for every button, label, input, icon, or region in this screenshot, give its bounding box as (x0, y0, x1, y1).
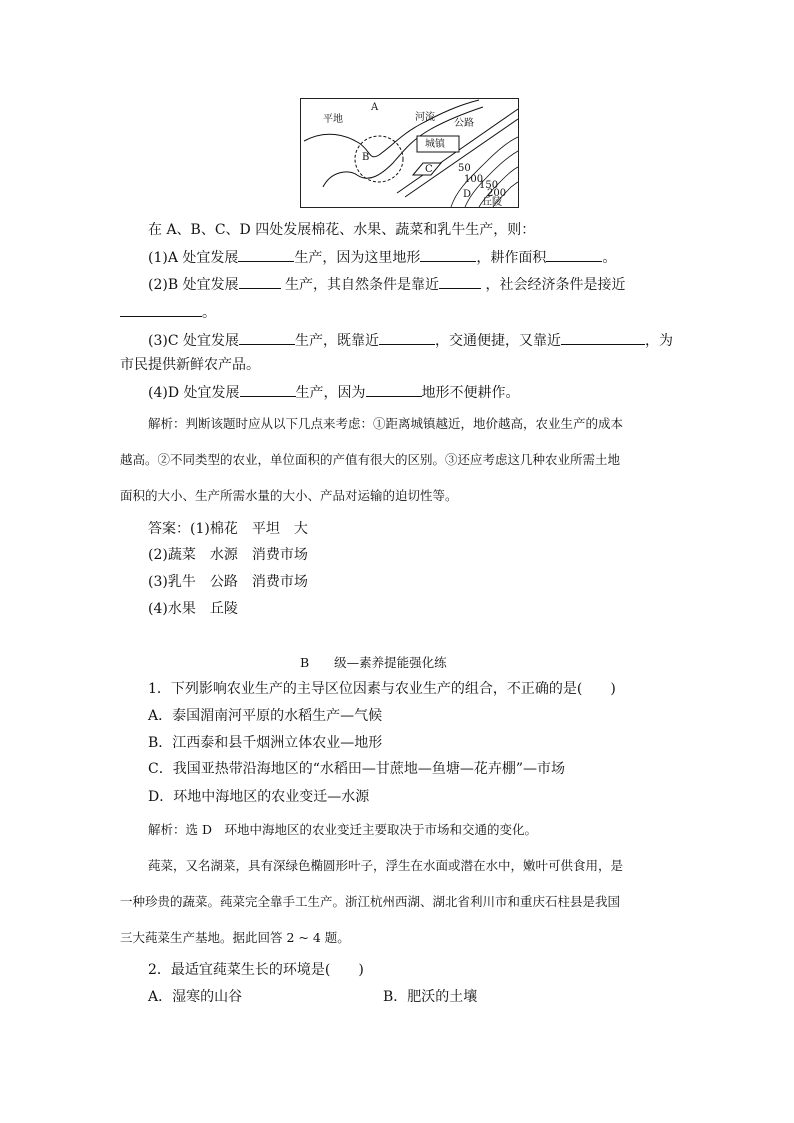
q1-blank-3 (546, 248, 602, 262)
answer-1: 答案：(1)棉花 平坦 大 (148, 521, 308, 537)
q2-part-d: 。 (202, 305, 216, 321)
q3-part-b: 生产，既靠近 (295, 333, 379, 349)
q2-blank-3 (120, 303, 202, 317)
map-label-hills: 丘陵 (482, 197, 502, 208)
q2-blank-2 (439, 275, 481, 289)
map-label-road: 公路 (454, 118, 474, 129)
road-line-2 (405, 119, 518, 197)
q4-blank-2 (366, 383, 422, 397)
analysis-1-line-3: 面积的大小、生产所需水量的大小、产品对运输的迫切性等。 (120, 488, 458, 503)
q1-blank-2 (420, 248, 476, 262)
analysis-1-line-2: 越高。②不同类型的农业，单位面积的产值有很大的区别。③还应考虑这几种农业所需土地 (120, 452, 621, 467)
q3-blank-3 (561, 331, 645, 345)
q1-part-d: 。 (602, 250, 617, 266)
question-stem: 在 A、B、C、D 四处发展棉花、水果、蔬菜和乳牛生产，则： (148, 222, 536, 238)
q1-part-c: ，耕作面积 (476, 250, 547, 266)
passage-line-1: 莼菜，又名湖菜，具有深绿色椭圆形叶子，浮生在水面或潜在水中，嫩叶可供食用，是 (148, 858, 624, 873)
section-b-question-2: 2．最适宜莼菜生长的环境是( ) (148, 962, 364, 978)
question-3-continued: 市民提供新鲜农产品。 (120, 357, 260, 373)
q2-part-a: (2)B 处宜发展 (148, 277, 239, 293)
q3-blank-2 (379, 331, 435, 345)
map-label-a: A (371, 102, 379, 113)
answer-3: (3)乳牛 公路 消费市场 (148, 574, 308, 590)
question-4 (148, 383, 520, 402)
q4-part-c: 地形不便耕作。 (421, 385, 520, 401)
map-label-contour-200: 200 (487, 188, 507, 199)
map-label-b: B (362, 152, 370, 163)
q1-blank-1 (238, 248, 294, 262)
section-b-title: B 级—素养提能强化练 (300, 655, 447, 670)
answer-4: (4)水果 丘陵 (148, 601, 238, 617)
q4-blank-1 (240, 383, 296, 397)
q1-part-a: (1)A 处宜发展 (148, 250, 239, 266)
question-2-continued (120, 303, 216, 322)
q2-part-c: ，社会经济条件是接近 (481, 277, 626, 293)
q3-part-a: (3)C 处宜发展 (148, 333, 239, 349)
q4-part-b: 生产，因为 (295, 385, 366, 401)
answer-2: (2)蔬菜 水源 消费市场 (148, 547, 308, 563)
section-b-option-a: A．泰国湄南河平原的水稻生产—气候 (148, 708, 383, 724)
q3-blank-1 (239, 331, 295, 345)
map-label-contour-100: 100 (464, 174, 484, 185)
question-2 (148, 275, 625, 294)
map-figure (300, 98, 519, 208)
q2-blank-1 (239, 275, 281, 289)
analysis-1-line-1: 解析：判断该题时应从以下几点来考虑：①距离城镇越近，地价越高，农业生产的成本 (148, 416, 624, 431)
question-1 (148, 248, 616, 267)
q2-part-b: 生产，其自然条件是靠近 (280, 277, 440, 293)
q1-part-b: 生产，因为这里地形 (294, 250, 421, 266)
passage-line-3: 三大莼菜生产基地。据此回答 2 ~ 4 题。 (120, 930, 350, 945)
q4-part-a: (4)D 处宜发展 (148, 385, 240, 401)
map-label-river: 河流 (415, 112, 435, 123)
map-label-d: D (463, 189, 472, 200)
question-2-option-a: A．湿寒的山谷 (148, 989, 243, 1005)
question-2-option-b: B．肥沃的土壤 (383, 989, 478, 1005)
section-b-question-1: 1．下列影响农业生产的主导区位因素与农业生产的组合，不正确的是( ) (148, 681, 616, 697)
q3-part-d: ，为 (645, 333, 673, 349)
question-3 (148, 331, 673, 350)
map-label-contour-50: 50 (458, 163, 471, 174)
section-b-analysis: 解析：选 D 环地中海地区的农业变迁主要取决于市场和交通的变化。 (148, 822, 537, 837)
map-label-town: 城镇 (425, 139, 445, 150)
section-b-option-d: D．环地中海地区的农业变迁—水源 (148, 789, 370, 805)
map-label-c: C (425, 164, 433, 175)
map-label-plain: 平地 (323, 114, 343, 125)
passage-line-2: 一种珍贵的蔬菜。莼菜完全靠手工生产。浙江杭州西湖、湖北省利川市和重庆石柱县是我国 (120, 894, 621, 909)
q3-part-c: ，交通便捷，又靠近 (435, 333, 561, 349)
section-b-option-b: B．江西泰和县千烟洲立体农业—地形 (148, 735, 383, 751)
section-b-option-c: C．我国亚热带沿海地区的“水稻田—甘蔗地—鱼塘—花卉棚”—市场 (148, 761, 566, 777)
map-label-contour-150: 150 (479, 180, 499, 191)
